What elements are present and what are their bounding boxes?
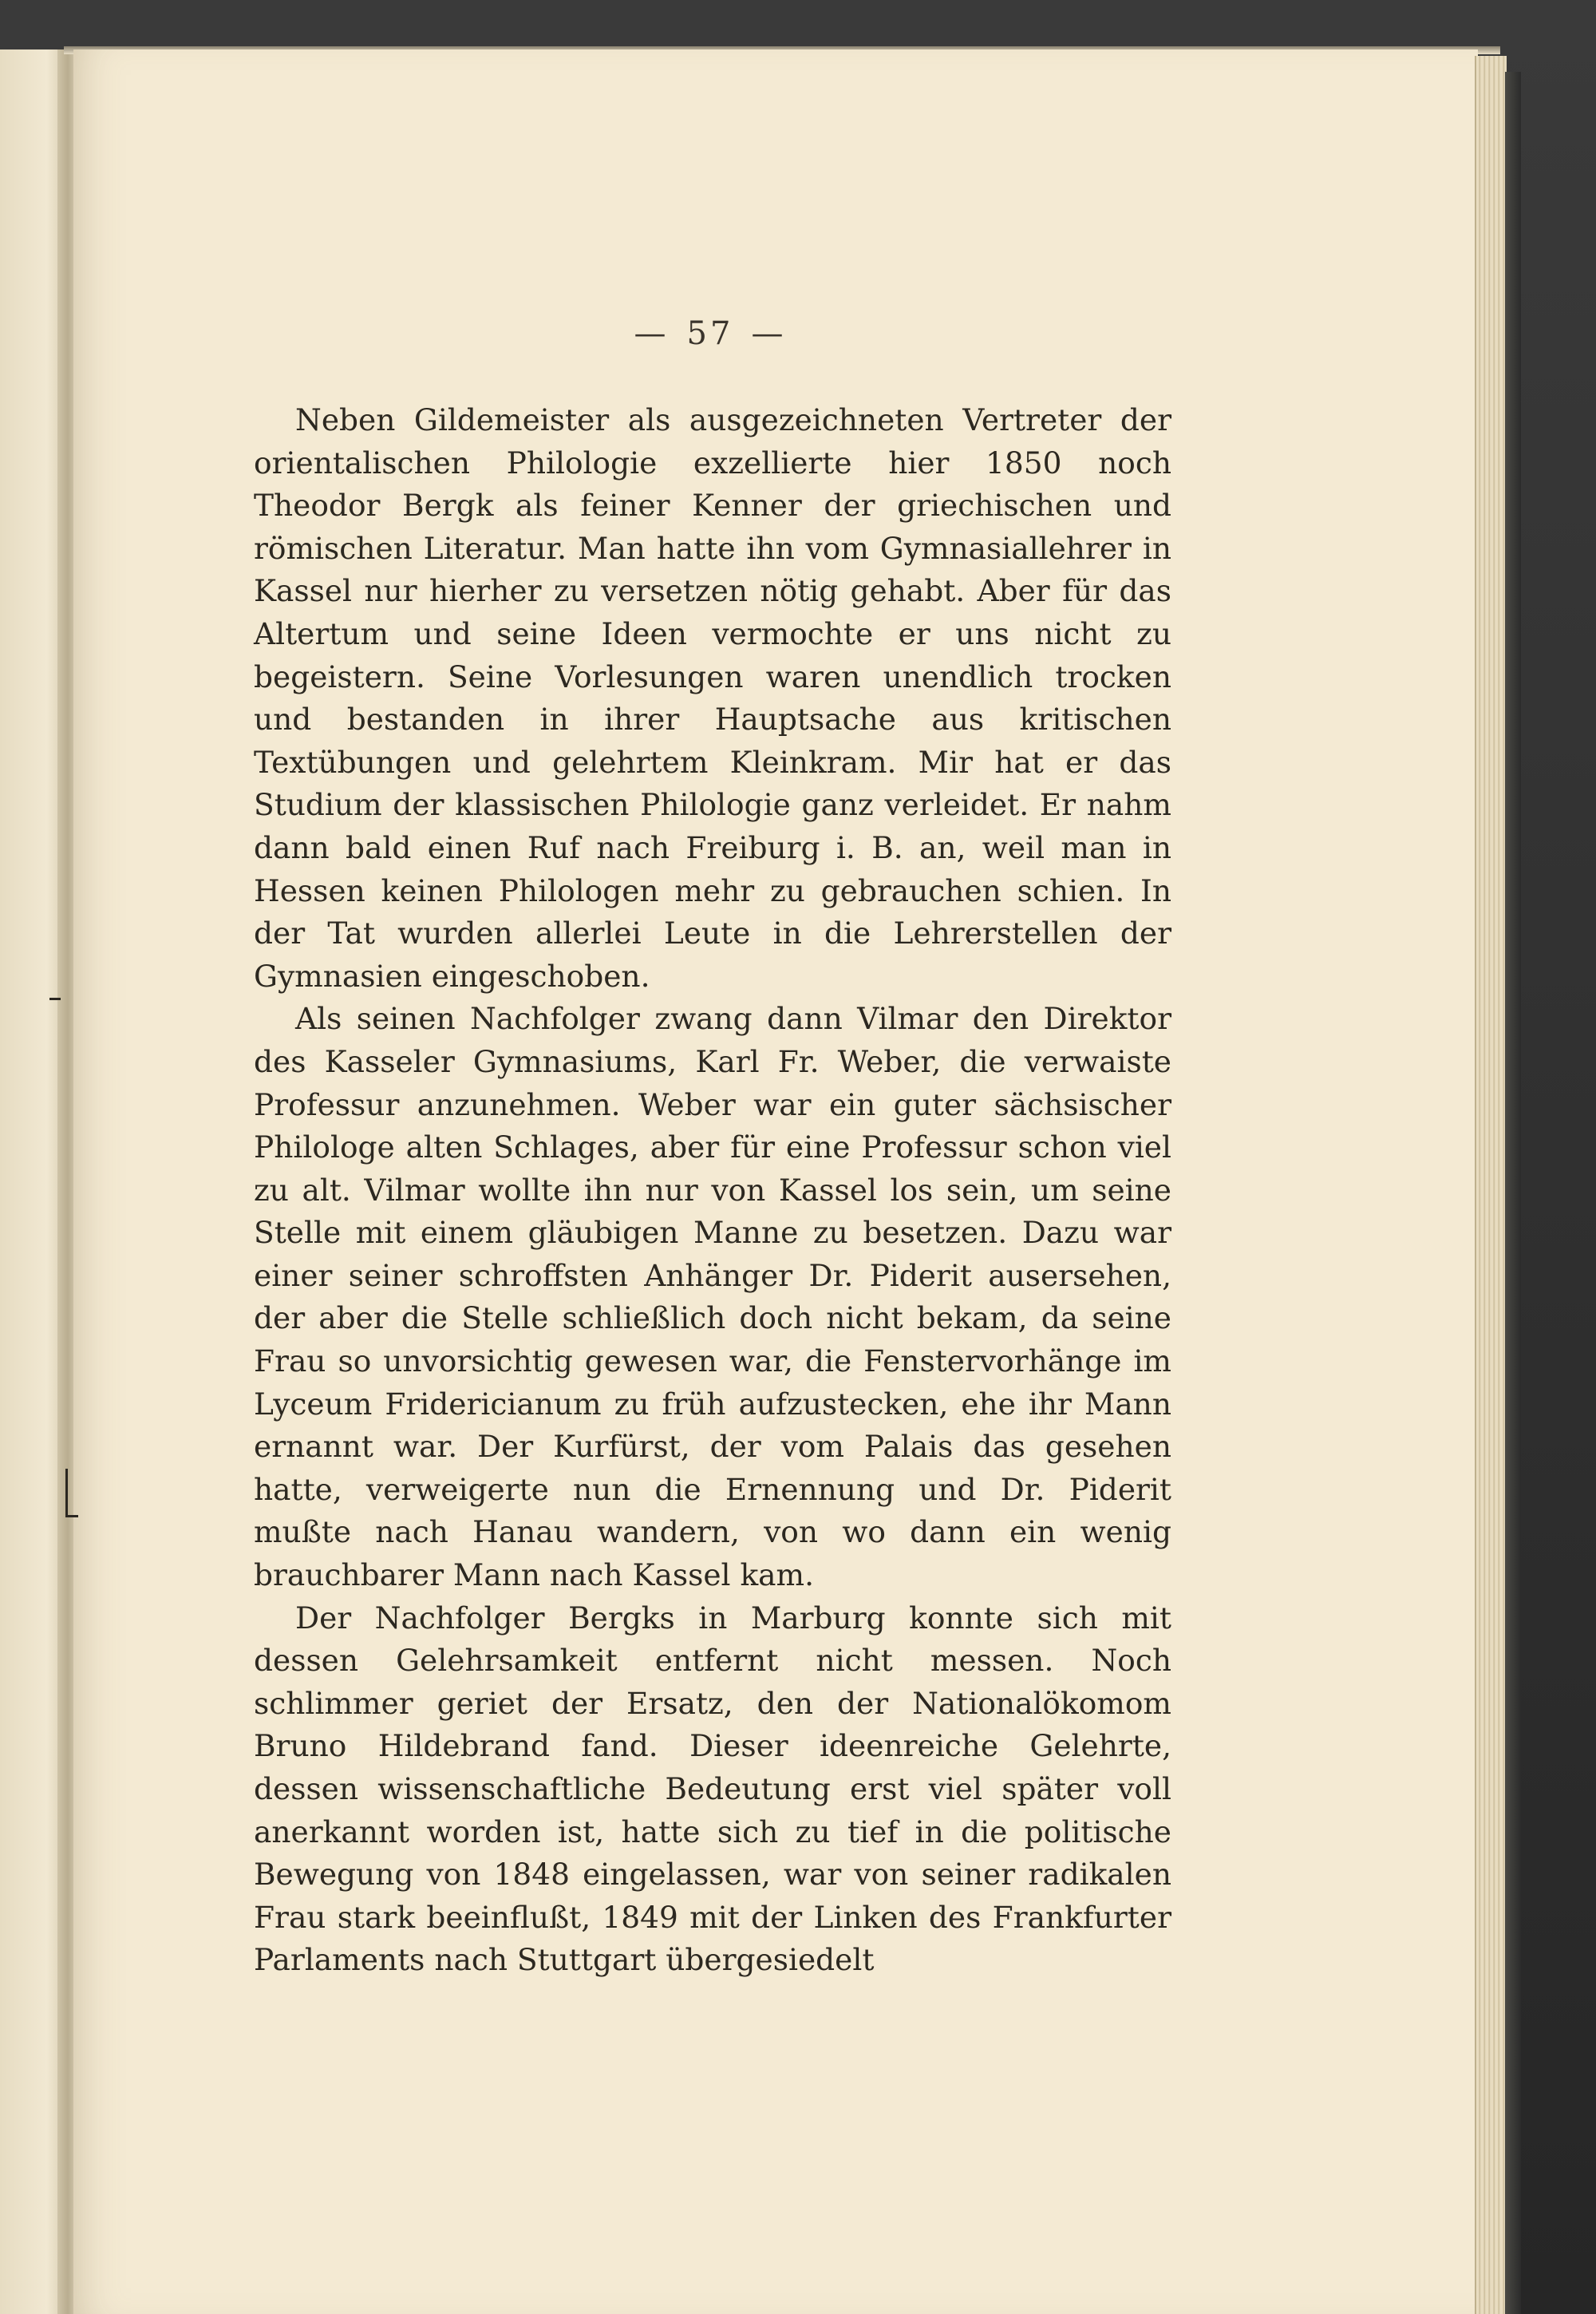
paragraph: Neben Gildemeister als ausgezeichneten Vertreter der orientalischen Philologie exzellierte hier 1850 noch Theodor Bergk als feiner Kenner der griechischen und römischen Literatur. Man hatte ihn vom Gymnasiallehrer in Kassel nur hierher zu versetzen nötig gehabt. Aber für das Altertum und seine Ideen vermochte er uns nicht zu begeistern. Seine Vorlesungen waren unendlich trocken und bestanden in ihrer Hauptsache aus kritischen Textübungen und gelehrtem Kleinkram. Mir hat er das Studium der klassischen Philologie ganz verleidet. Er nahm dann bald einen Ruf nach Freiburg i. B. an, weil man in Hessen keinen Philologen mehr zu gebrauchen schien. In der Tat wurden allerlei Leute in die Lehrerstellen der Gymnasien eingeschoben.	[254, 402, 1171, 994]
page-number	[559, 315, 862, 352]
page-stack-edges	[1475, 56, 1507, 2314]
page-number-dash-left: —	[634, 315, 670, 352]
page-stack-shadow	[1505, 72, 1521, 2314]
page-number-dash-right: —	[751, 315, 787, 352]
margin-bracket-mark	[65, 1469, 68, 1517]
margin-bracket-mark	[65, 1515, 78, 1517]
paragraph: Der Nachfolger Bergks in Marburg konnte sich mit dessen Gelehrsamkeit entfernt nicht messen. Noch schlimmer geriet der Ersatz, den der Nationalökomom Bruno Hildebrand fand. Dieser ideenreiche Gelehrte, dessen wissenschaftliche Bedeutung erst viel später voll anerkannt worden ist, hatte sich zu tief in die politische Bewegung von 1848 eingelassen, war von seiner radikalen Frau stark beeinflußt, 1849 mit der Linken des Frankfurter Parlaments nach Stuttgart übergesiedelt	[254, 1600, 1171, 1978]
body-text	[254, 399, 1171, 1982]
page-number-value: 57	[686, 315, 734, 352]
margin-tick-mark	[49, 998, 61, 1000]
paragraph: Als seinen Nachfolger zwang dann Vilmar den Direktor des Kasseler Gymnasiums, Karl Fr. Weber, die verwaiste Professur anzunehmen. Weber war ein guter sächsischer Philologe alten Schlages, aber für eine Professur schon viel zu alt. Vilmar wollte ihn nur von Kassel los sein, um seine Stelle mit einem gläubigen Manne zu besetzen. Dazu war einer seiner schroffsten Anhänger Dr. Piderit ausersehen, der aber die Stelle schließlich doch nicht bekam, da seine Frau so unvorsichtig gewesen war, die Fenstervorhänge im Lyceum Fridericianum zu früh aufzustecken, ehe ihr Mann ernannt war. Der Kurfürst, der vom Palais das gesehen hatte, verweigerte nun die Ernennung und Dr. Piderit mußte nach Hanau wandern, von wo dann ein wenig brauchbarer Mann nach Kassel kam.	[254, 1001, 1171, 1593]
